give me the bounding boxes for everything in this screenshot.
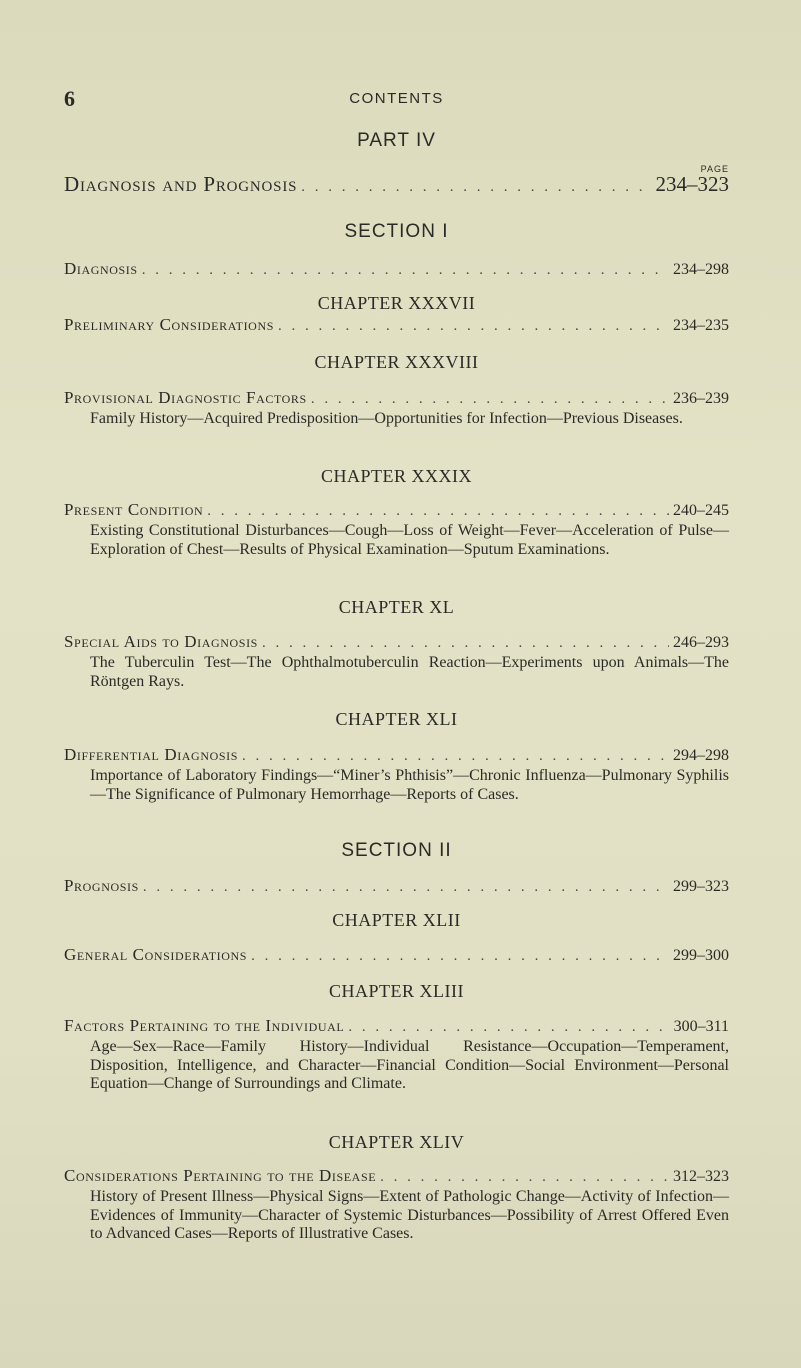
dot-leader	[207, 503, 669, 520]
running-title: CONTENTS	[349, 90, 444, 107]
entry-pages: 299–300	[673, 947, 729, 964]
toc-entry-prognosis[interactable]	[64, 876, 729, 900]
chapter-description: Family History—Acquired Predisposition—Opportunities for Infection—Previous Diseases.	[90, 410, 683, 427]
page-column-label: PAGE	[700, 164, 729, 174]
chapter-heading: CHAPTER XLI	[335, 709, 458, 729]
entry-title: Diagnosis and Prognosis	[64, 172, 298, 196]
chapter-description: The Tuberculin Test—The Ophthalmotuberculin Reaction—Experiments upon Animals—The Röntgen Rays.	[90, 654, 729, 690]
dot-leader	[311, 391, 669, 408]
toc-entry-part-iv[interactable]	[64, 172, 729, 196]
entry-pages: 294–298	[673, 747, 729, 764]
chapter-heading: CHAPTER XXXVIII	[314, 352, 479, 372]
entry-pages: 240–245	[673, 502, 729, 519]
page-number: 6	[64, 86, 75, 111]
chapter-description: History of Present Illness—Physical Signs—Extent of Pathologic Change—Activity of Infection—Evidences of Immunity—Character of Systemic Disturbances—Possibility of Arrest Offered Even to Advanced Cases—Reports of Illustrative Cases.	[90, 1188, 729, 1243]
chapter-heading: CHAPTER XXXVII	[317, 293, 476, 313]
dot-leader	[251, 948, 669, 965]
entry-title: Differential Diagnosis	[64, 745, 239, 764]
dot-leader	[142, 262, 669, 279]
entry-title: Diagnosis	[64, 259, 138, 278]
entry-pages: 300–311	[673, 1018, 729, 1035]
toc-entry-diagnosis[interactable]	[64, 259, 729, 283]
entry-title: Preliminary Considerations	[64, 315, 274, 334]
toc-entry-chapter-39[interactable]	[64, 500, 729, 524]
chapter-description: Existing Constitutional Disturbances—Cough—Loss of Weight—Fever—Acceleration of Pulse—Exploration of Chest—Results of Physical Examination—Sputum Examinations.	[90, 522, 729, 558]
dot-leader	[348, 1019, 669, 1036]
section-heading: SECTION II	[341, 840, 452, 861]
entry-title: Provisional Diagnostic Factors	[64, 388, 307, 407]
entry-pages: 312–323	[673, 1168, 729, 1185]
toc-entry-chapter-37[interactable]	[64, 315, 729, 339]
toc-entry-chapter-38[interactable]	[64, 388, 729, 412]
entry-title: Considerations Pertaining to the Disease	[64, 1166, 377, 1185]
dot-leader	[380, 1169, 669, 1186]
chapter-description: Age—Sex—Race—Family History—Individual Resistance—Occupation—Temperament, Disposition, Intelligence, and Character—Financial Condition—Social Environment—Personal Equation—Change of Surroundings and Climate.	[90, 1038, 729, 1093]
toc-entry-chapter-41[interactable]	[64, 745, 729, 769]
chapter-heading: CHAPTER XLIII	[329, 981, 464, 1001]
chapter-heading: CHAPTER XLII	[332, 910, 461, 930]
dot-leader	[301, 179, 651, 196]
toc-entry-chapter-40[interactable]	[64, 632, 729, 656]
chapter-description: Importance of Laboratory Findings—“Miner’s Phthisis”—Chronic Influenza—Pulmonary Syphilis—The Significance of Pulmonary Hemorrhage—Reports of Cases.	[90, 767, 729, 803]
section-heading: SECTION I	[344, 221, 449, 242]
entry-title: Factors Pertaining to the Individual	[64, 1016, 345, 1035]
entry-pages: 234–323	[655, 172, 729, 196]
part-heading: PART IV	[357, 130, 436, 151]
dot-leader	[143, 879, 669, 896]
entry-pages: 299–323	[673, 878, 729, 895]
entry-title: General Considerations	[64, 945, 248, 964]
entry-pages: 236–239	[673, 390, 729, 407]
entry-pages: 234–235	[673, 317, 729, 334]
toc-entry-chapter-42[interactable]	[64, 945, 729, 969]
toc-entry-chapter-43[interactable]	[64, 1016, 729, 1040]
entry-title: Prognosis	[64, 876, 139, 895]
chapter-heading: CHAPTER XXXIX	[320, 466, 472, 486]
chapter-heading: CHAPTER XL	[338, 597, 455, 617]
entry-title: Special Aids to Diagnosis	[64, 632, 258, 651]
dot-leader	[278, 318, 669, 335]
entry-title: Present Condition	[64, 500, 204, 519]
dot-leader	[262, 635, 669, 652]
running-head	[64, 86, 729, 110]
entry-pages: 234–298	[673, 261, 729, 278]
entry-pages: 246–293	[673, 634, 729, 651]
chapter-heading: CHAPTER XLIV	[328, 1132, 465, 1152]
toc-entry-chapter-44[interactable]	[64, 1166, 729, 1190]
dot-leader	[242, 748, 669, 765]
